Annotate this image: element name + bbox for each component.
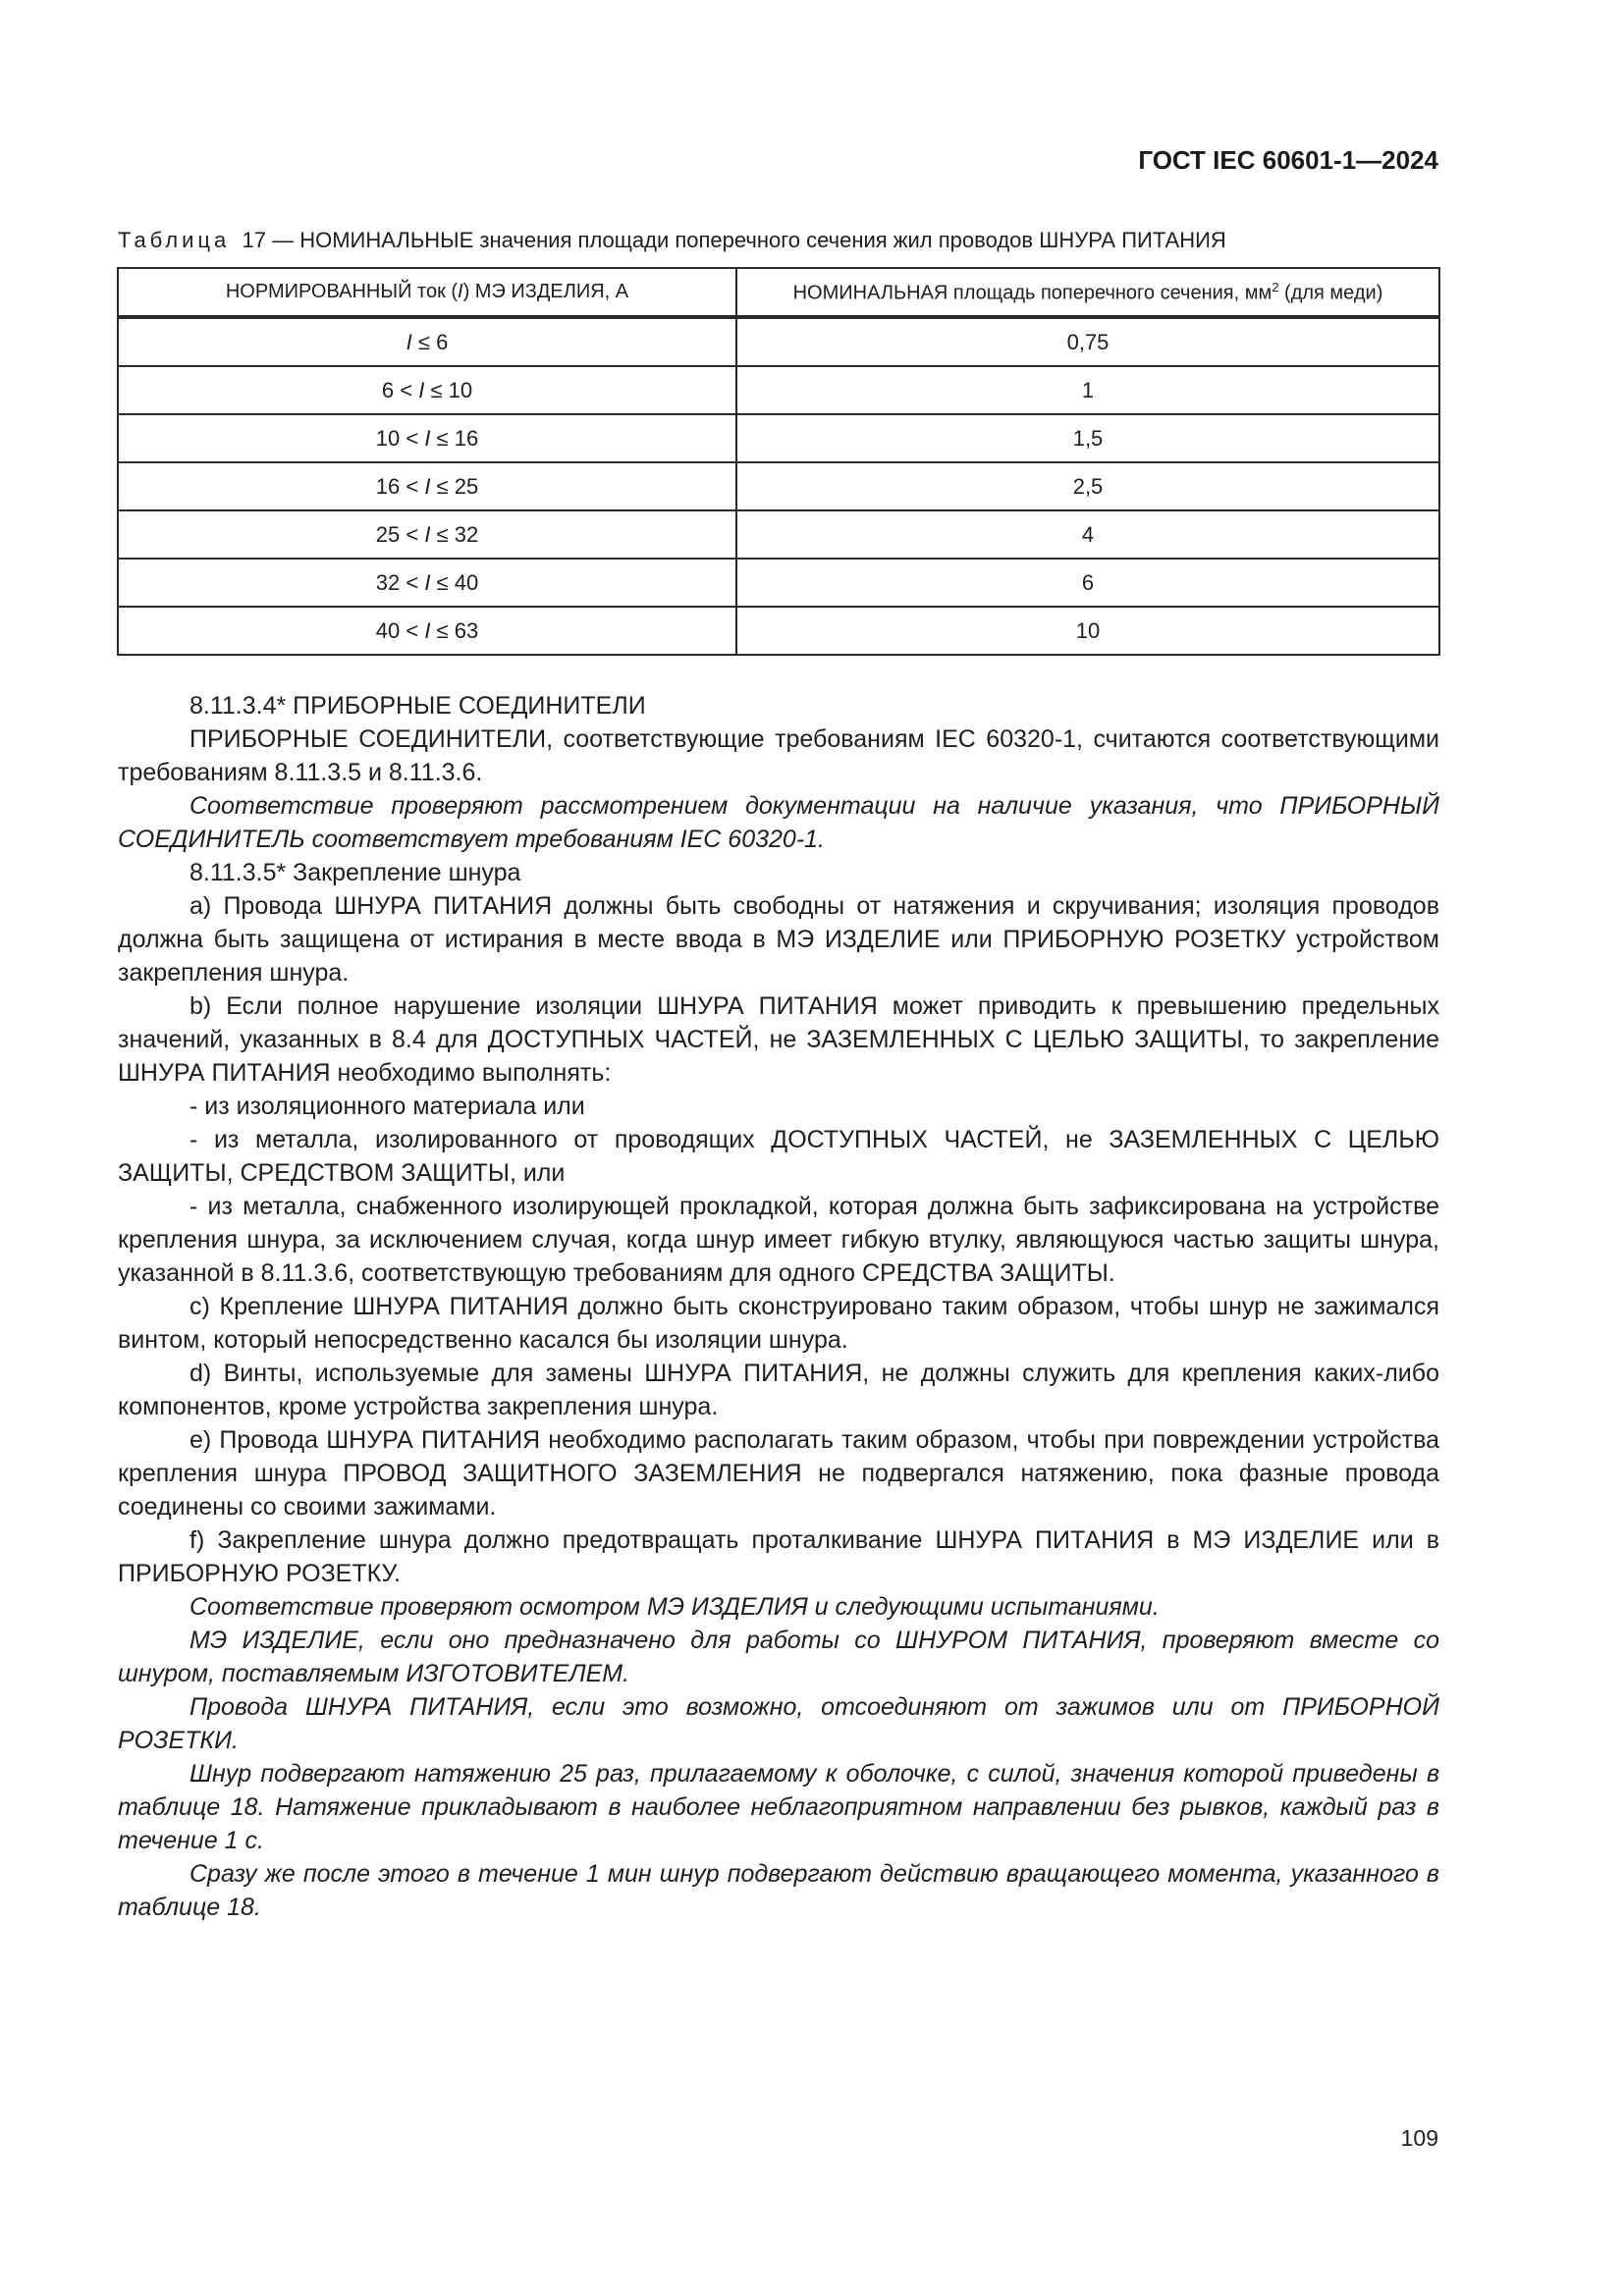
table-row	[118, 414, 1439, 462]
table-row	[118, 510, 1439, 559]
cross-section-cell: 0,75	[736, 317, 1439, 366]
cross-section-cell: 2,5	[736, 462, 1439, 510]
list-item: d) Винты, используемые для замены ШНУРА ПИТАНИЯ, не должны служить для крепления каких-либо компонентов, кроме устройства закрепления шнура.	[118, 1360, 1439, 1420]
list-item: f) Закрепление шнура должно предотвращать проталкивание ШНУРА ПИТАНИЯ в МЭ ИЗДЕЛИЕ или в ПРИБОРНУЮ РОЗЕТКУ.	[118, 1526, 1439, 1587]
list-item: a) Провода ШНУРА ПИТАНИЯ должны быть свободны от натяжения и скручивания; изоляция проводов должна быть защищена от истирания в месте ввода в МЭ ИЗДЕЛИЕ или ПРИБОРНУЮ РОЗЕТКУ устройством закрепления шнура.	[118, 892, 1439, 987]
current-range-cell: 6 < I ≤ 10	[118, 366, 736, 414]
compliance-note: МЭ ИЗДЕЛИЕ, если оно предназначено для работы со ШНУРОМ ПИТАНИЯ, проверяют вместе со шнуром, поставляемым ИЗГОТОВИТЕЛЕМ.	[118, 1627, 1439, 1687]
current-range-cell: 16 < I ≤ 25	[118, 462, 736, 510]
table-row	[118, 559, 1439, 607]
list-item: c) Крепление ШНУРА ПИТАНИЯ должно быть сконструировано таким образом, чтобы шнур не зажимался винтом, который непосредственно касался бы изоляции шнура.	[118, 1293, 1439, 1354]
document-id: ГОСТ IEC 60601-1—2024	[1138, 145, 1438, 175]
table-row	[118, 607, 1439, 655]
current-range-cell: I ≤ 6	[118, 317, 736, 366]
dash-item: - из изоляционного материала или	[189, 1093, 585, 1120]
current-range-cell: 32 < I ≤ 40	[118, 559, 736, 607]
clause-heading: 8.11.3.5* Закрепление шнура	[189, 859, 521, 886]
cord-cross-section-table	[117, 267, 1440, 656]
col-header-area: НОМИНАЛЬНАЯ площадь поперечного сечения, $мм^2$ (для меди)	[736, 268, 1439, 317]
compliance-note: Соответствие проверяют осмотром МЭ ИЗДЕЛИЯ и следующими испытаниями.	[189, 1593, 1160, 1621]
current-range-cell: 10 < I ≤ 16	[118, 414, 736, 462]
table-caption	[118, 228, 1443, 253]
cross-section-cell: 6	[736, 559, 1439, 607]
col-header-current: НОРМИРОВАННЫЙ ток (I) МЭ ИЗДЕЛИЯ, А	[118, 268, 736, 317]
clause-heading: 8.11.3.4* ПРИБОРНЫЕ СОЕДИНИТЕЛИ	[189, 692, 646, 720]
compliance-note: Соответствие проверяют рассмотрением документации на наличие указания, что ПРИБОРНЫЙ СОЕДИНИТЕЛЬ соответствует требованиям IEC 60320-1.	[118, 792, 1439, 853]
dash-item: - из металла, снабженного изолирующей прокладкой, которая должна быть зафиксирована на устройстве крепления шнура, за исключением случая, когда шнур имеет гибкую втулку, являющуюся частью защиты шнура, указанной в 8.11.3.6, соответствующую требованиям для одного СРЕДСТВА ЗАЩИТЫ.	[118, 1193, 1439, 1287]
current-range-cell: 40 < I ≤ 63	[118, 607, 736, 655]
cross-section-cell: 1	[736, 366, 1439, 414]
table-caption-text: 17 — НОМИНАЛЬНЫЕ значения площади поперечного сечения жил проводов ШНУРА ПИТАНИЯ	[242, 228, 1226, 252]
list-item: b) Если полное нарушение изоляции ШНУРА ПИТАНИЯ может приводить к превышению предельных значений, указанных в 8.4 для ДОСТУПНЫХ ЧАСТЕЙ, не ЗАЗЕМЛЕННЫХ С ЦЕЛЬЮ ЗАЩИТЫ, то закрепление ШНУРА ПИТАНИЯ необходимо выполнять:	[118, 992, 1439, 1087]
table-row	[118, 366, 1439, 414]
current-range-cell: 25 < I ≤ 32	[118, 510, 736, 559]
table-caption-word: Таблица	[118, 228, 231, 252]
body-text	[118, 689, 1439, 1924]
cross-section-cell: 1,5	[736, 414, 1439, 462]
cross-section-cell: 4	[736, 510, 1439, 559]
paragraph: ПРИБОРНЫЕ СОЕДИНИТЕЛИ, соответствующие требованиям IEC 60320-1, считаются соответствующими требованиям 8.11.3.5 и 8.11.3.6.	[118, 725, 1439, 786]
compliance-note: Провода ШНУРА ПИТАНИЯ, если это возможно, отсоединяют от зажимов или от ПРИБОРНОЙ РОЗЕТКИ.	[118, 1693, 1439, 1754]
page-number: 109	[1400, 2125, 1438, 2151]
cross-section-cell: 10	[736, 607, 1439, 655]
dash-item: - из металла, изолированного от проводящих ДОСТУПНЫХ ЧАСТЕЙ, не ЗАЗЕМЛЕННЫХ С ЦЕЛЬЮ ЗАЩИТЫ, СРЕДСТВОМ ЗАЩИТЫ, или	[118, 1126, 1439, 1187]
compliance-note: Сразу же после этого в течение 1 мин шнур подвергают действию вращающего момента, указанного в таблице 18.	[118, 1860, 1439, 1921]
list-item: e) Провода ШНУРА ПИТАНИЯ необходимо располагать таким образом, чтобы при повреждении устройства крепления шнура ПРОВОД ЗАЩИТНОГО ЗАЗЕМЛЕНИЯ не подвергался натяжению, пока фазные провода соединены со своими зажимами.	[118, 1426, 1439, 1521]
table-header-row	[118, 268, 1439, 317]
compliance-note: Шнур подвергают натяжению 25 раз, прилагаемому к оболочке, с силой, значения которой приведены в таблице 18. Натяжение прикладывают в наиболее неблагоприятном направлении без рывков, каждый раз в течение 1 с.	[118, 1760, 1439, 1854]
table-row	[118, 317, 1439, 366]
table-row	[118, 462, 1439, 510]
